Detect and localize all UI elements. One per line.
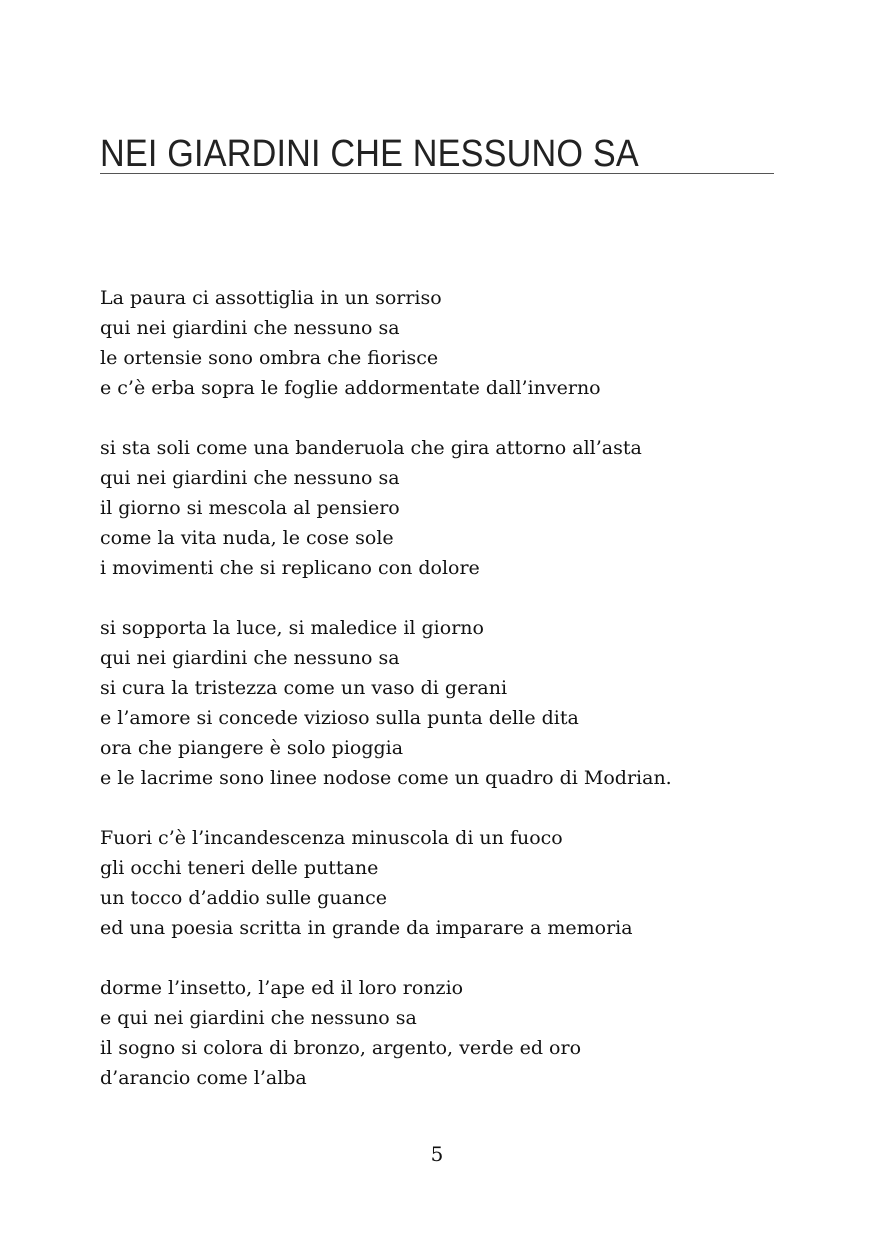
verse-line: gli occhi teneri delle puttane (100, 857, 379, 879)
verse-line: La paura ci assottiglia in un sorriso (100, 287, 442, 309)
page-number: 5 (430, 1142, 444, 1166)
verse-line: qui nei giardini che nessuno sa (100, 317, 400, 339)
verse-line: i movimenti che si replicano con dolore (100, 557, 480, 579)
verse-line: si sta soli come una banderuola che gira attorno all’asta (100, 437, 642, 459)
verse-line: e qui nei giardini che nessuno sa (100, 1007, 417, 1029)
verse-line: ora che piangere è solo pioggia (100, 737, 404, 759)
stanza-5 (100, 973, 800, 1093)
verse-line: il giorno si mescola al pensiero (100, 497, 400, 519)
verse-line: le ortensie sono ombra che fiorisce (100, 347, 439, 369)
verse-line: il sogno si colora di bronzo, argento, verde ed oro (100, 1037, 582, 1059)
verse-line: si sopporta la luce, si maledice il giorno (100, 617, 484, 639)
verse-line: e c’è erba sopra le foglie addormentate dall’inverno (100, 377, 601, 399)
stanza-1 (100, 283, 800, 403)
verse-line: e l’amore si concede vizioso sulla punta delle dita (100, 707, 579, 729)
verse-line: d’arancio come l’alba (100, 1067, 307, 1089)
verse-line: si cura la tristezza come un vaso di gerani (100, 677, 508, 699)
poem-body (100, 283, 800, 1123)
page-title: NEI GIARDINI CHE NESSUNO SA (100, 133, 639, 175)
verse-line: Fuori c’è l’incandescenza minuscola di un fuoco (100, 827, 563, 849)
verse-line: ed una poesia scritta in grande da imparare a memoria (100, 917, 633, 939)
verse-line: un tocco d’addio sulle guance (100, 887, 388, 909)
verse-line: come la vita nuda, le cose sole (100, 527, 394, 549)
stanza-2 (100, 433, 800, 583)
stanza-3 (100, 613, 800, 793)
verse-line: e le lacrime sono linee nodose come un quadro di Modrian. (100, 767, 672, 789)
title-underline (100, 173, 774, 174)
verse-line: dorme l’insetto, l’ape ed il loro ronzio (100, 977, 464, 999)
verse-line: qui nei giardini che nessuno sa (100, 647, 400, 669)
verse-line: qui nei giardini che nessuno sa (100, 467, 400, 489)
stanza-4 (100, 823, 800, 943)
